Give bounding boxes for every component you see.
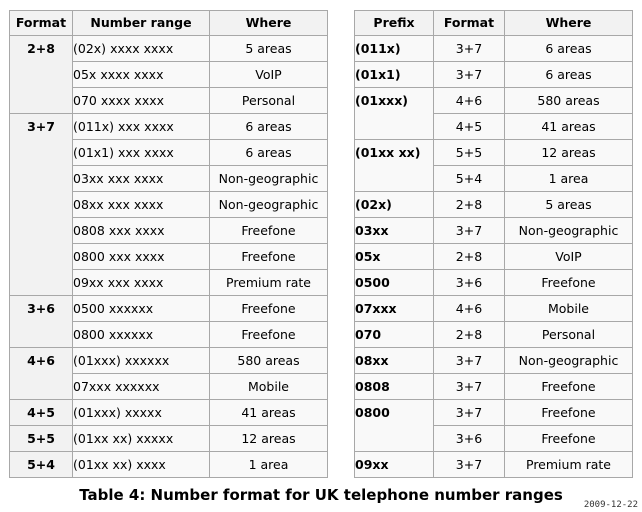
date-stamp: 2009-12-22 (583, 500, 638, 510)
local-number-pattern: xxxxxx (108, 301, 154, 316)
where-cell: 6 areas (505, 62, 633, 88)
prefix-cell: 0800 (355, 400, 434, 452)
number-range-cell (73, 270, 210, 296)
number-range-cell (73, 218, 210, 244)
number-range-cell (73, 400, 210, 426)
where-cell: Non-geographic (505, 218, 633, 244)
uk-number-ranges-by-format-table (9, 10, 328, 478)
table-row (10, 296, 328, 322)
format-cell: 4+5 (10, 400, 73, 426)
format-cell: 3+7 (10, 114, 73, 296)
local-number-pattern: xxx xxxx (107, 171, 164, 186)
number-prefix: (01xx xx) (73, 457, 133, 472)
prefix-cell: 05x (355, 244, 434, 270)
where-cell: 5 areas (505, 192, 633, 218)
number-range-cell (73, 114, 210, 140)
local-number-pattern: xxx xxxx (118, 145, 174, 160)
table-row (355, 140, 633, 166)
number-range-cell (73, 426, 210, 452)
number-range-cell (73, 374, 210, 400)
format-cell: 4+5 (434, 114, 505, 140)
table-row (10, 348, 328, 374)
format-cell: 3+6 (434, 270, 505, 296)
number-range-cell (73, 192, 210, 218)
number-prefix: (01xxx) (73, 405, 121, 420)
local-number-pattern: xxx xxxx (107, 275, 164, 290)
number-range-cell (73, 244, 210, 270)
prefix-cell: (02x) (355, 192, 434, 218)
column-header-where: Where (210, 11, 328, 36)
format-cell: 2+8 (434, 244, 505, 270)
format-cell: 3+7 (434, 400, 505, 426)
prefix-cell: 0808 (355, 374, 434, 400)
table-row (10, 426, 328, 452)
prefix-cell: 08xx (355, 348, 434, 374)
table-row (355, 400, 633, 426)
number-range-cell (73, 62, 210, 88)
table-row (355, 88, 633, 114)
format-cell: 3+7 (434, 452, 505, 478)
table-row (10, 114, 328, 140)
local-number-pattern: xxxxxx (124, 353, 170, 368)
where-cell: Personal (210, 88, 328, 114)
local-number-pattern: xxxxx (136, 431, 174, 446)
number-range-cell (73, 452, 210, 478)
number-prefix: (01x1) (73, 145, 115, 160)
number-range-cell (73, 140, 210, 166)
column-header-where: Where (505, 11, 633, 36)
number-prefix: 09xx (73, 275, 104, 290)
local-number-pattern: xxxx xxxx (100, 67, 164, 82)
table-row (355, 270, 633, 296)
local-number-pattern: xxx xxxx (118, 119, 174, 134)
where-cell: Freefone (210, 244, 328, 270)
table-row (355, 218, 633, 244)
where-cell: Freefone (505, 374, 633, 400)
number-prefix: 0808 (73, 223, 105, 238)
column-header-prefix: Prefix (355, 11, 434, 36)
number-range-cell (73, 348, 210, 374)
where-cell: 6 areas (210, 114, 328, 140)
table-caption: Table 4: Number format for UK telephone number ranges (79, 486, 563, 504)
table-row (355, 36, 633, 62)
format-cell: 5+5 (434, 140, 505, 166)
where-cell: Mobile (505, 296, 633, 322)
format-cell: 4+6 (10, 348, 73, 400)
local-number-pattern: xxxx xxxx (110, 41, 174, 56)
where-cell: 41 areas (505, 114, 633, 140)
where-cell: 12 areas (505, 140, 633, 166)
number-range-cell (73, 296, 210, 322)
table-row (355, 192, 633, 218)
number-prefix: 05x (73, 67, 97, 82)
local-number-pattern: xxxxx (124, 405, 162, 420)
column-header-number-range: Number range (73, 11, 210, 36)
table-row (355, 62, 633, 88)
prefix-cell: 07xxx (355, 296, 434, 322)
table-row (10, 400, 328, 426)
where-cell: VoIP (505, 244, 633, 270)
number-prefix: (01xxx) (73, 353, 121, 368)
format-cell: 3+6 (10, 296, 73, 348)
column-header-format: Format (10, 11, 73, 36)
where-cell: VoIP (210, 62, 328, 88)
format-cell: 5+4 (434, 166, 505, 192)
number-prefix: (02x) (73, 41, 107, 56)
format-cell: 2+8 (434, 192, 505, 218)
format-cell: 3+7 (434, 348, 505, 374)
prefix-cell: (011x) (355, 36, 434, 62)
format-cell: 3+7 (434, 62, 505, 88)
table-row (355, 452, 633, 478)
number-prefix: (01xx xx) (73, 431, 133, 446)
format-cell: 5+4 (10, 452, 73, 478)
number-prefix: 0800 (73, 249, 105, 264)
where-cell: Non-geographic (210, 166, 328, 192)
where-cell: 1 area (505, 166, 633, 192)
where-cell: Mobile (210, 374, 328, 400)
local-number-pattern: xxx xxxx (107, 197, 164, 212)
prefix-cell: 09xx (355, 452, 434, 478)
number-prefix: 0500 (73, 301, 105, 316)
format-cell: 3+7 (434, 218, 505, 244)
table-row (355, 244, 633, 270)
where-cell: 580 areas (505, 88, 633, 114)
where-cell: Non-geographic (210, 192, 328, 218)
format-cell: 4+6 (434, 88, 505, 114)
table-row (355, 322, 633, 348)
where-cell: Freefone (210, 296, 328, 322)
local-number-pattern: xxxxxx (115, 379, 160, 394)
format-cell: 3+7 (434, 374, 505, 400)
where-cell: Premium rate (505, 452, 633, 478)
number-prefix: 0800 (73, 327, 105, 342)
number-range-cell (73, 166, 210, 192)
prefix-cell: 03xx (355, 218, 434, 244)
format-cell: 5+5 (10, 426, 73, 452)
where-cell: 580 areas (210, 348, 328, 374)
header-row (355, 11, 633, 36)
number-prefix: (011x) (73, 119, 115, 134)
table-row (355, 296, 633, 322)
prefix-cell: (01xxx) (355, 88, 434, 140)
number-range-cell (73, 88, 210, 114)
format-cell: 4+6 (434, 296, 505, 322)
where-cell: Non-geographic (505, 348, 633, 374)
format-cell: 3+6 (434, 426, 505, 452)
where-cell: Freefone (505, 426, 633, 452)
prefix-cell: (01xx xx) (355, 140, 434, 192)
where-cell: 5 areas (210, 36, 328, 62)
local-number-pattern: xxxx xxxx (100, 93, 165, 108)
local-number-pattern: xxx xxxx (108, 223, 165, 238)
table-row (10, 452, 328, 478)
local-number-pattern: xxxxxx (108, 327, 154, 342)
table-row (10, 36, 328, 62)
format-cell: 2+8 (434, 322, 505, 348)
where-cell: Personal (505, 322, 633, 348)
number-range-cell (73, 322, 210, 348)
prefix-cell: (01x1) (355, 62, 434, 88)
number-prefix: 03xx (73, 171, 104, 186)
uk-number-prefixes-table (354, 10, 633, 478)
format-cell: 3+7 (434, 36, 505, 62)
header-row (10, 11, 328, 36)
table-row (355, 348, 633, 374)
column-header-format: Format (434, 11, 505, 36)
where-cell: Freefone (505, 270, 633, 296)
local-number-pattern: xxxx (136, 457, 166, 472)
where-cell: 6 areas (505, 36, 633, 62)
table-row (355, 374, 633, 400)
where-cell: 41 areas (210, 400, 328, 426)
where-cell: 1 area (210, 452, 328, 478)
number-range-cell (73, 36, 210, 62)
number-prefix: 070 (73, 93, 97, 108)
where-cell: 6 areas (210, 140, 328, 166)
prefix-cell: 0500 (355, 270, 434, 296)
number-prefix: 08xx (73, 197, 104, 212)
local-number-pattern: xxx xxxx (108, 249, 165, 264)
number-prefix: 07xxx (73, 379, 112, 394)
format-cell: 2+8 (10, 36, 73, 114)
where-cell: Freefone (505, 400, 633, 426)
where-cell: Freefone (210, 322, 328, 348)
where-cell: Premium rate (210, 270, 328, 296)
where-cell: Freefone (210, 218, 328, 244)
prefix-cell: 070 (355, 322, 434, 348)
where-cell: 12 areas (210, 426, 328, 452)
